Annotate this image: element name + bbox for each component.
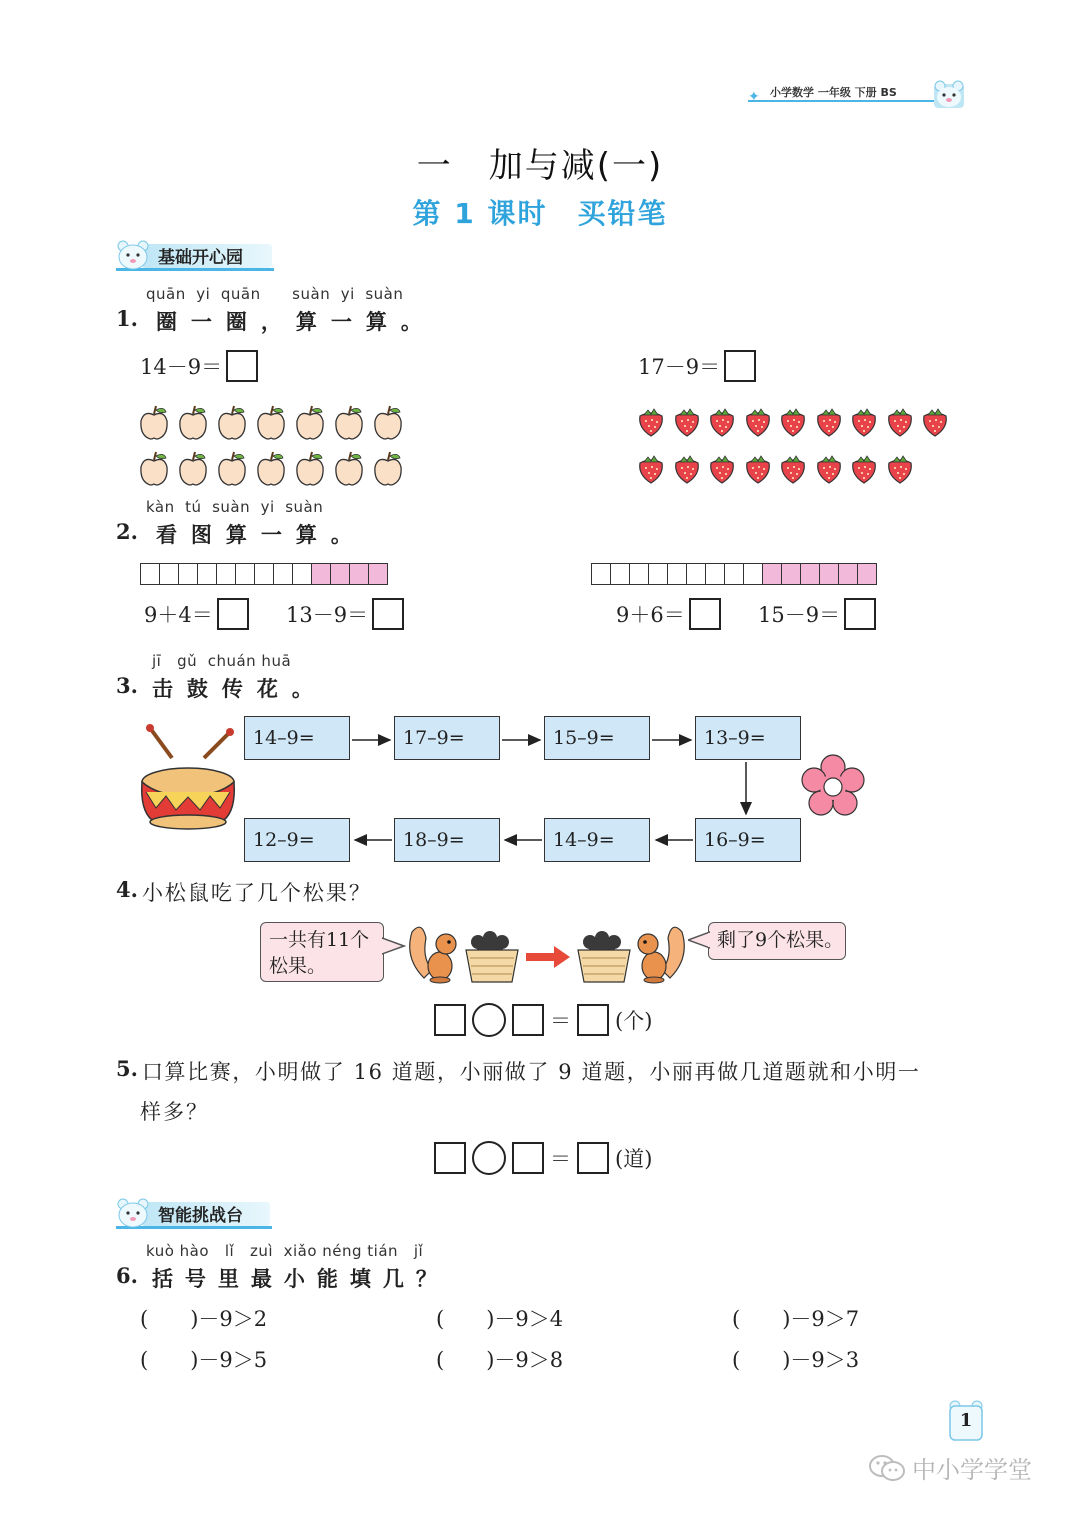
- q2-text: 看图算一算。: [155, 523, 366, 547]
- inequality-item[interactable]: ( )－9＞4: [436, 1307, 564, 1331]
- q5-text-line1: 口算比赛，小明做了 16 道题，小丽做了 9 道题，小丽再做几道题就和小明一: [141, 1060, 921, 1084]
- q3-text: 击鼓传花。: [151, 677, 327, 701]
- operator-circle[interactable]: [472, 1141, 506, 1175]
- section-challenge-label: 智能挑战台: [158, 1206, 243, 1226]
- inequality-item[interactable]: ( )－9＞8: [436, 1348, 564, 1372]
- operator-circle[interactable]: [472, 1003, 506, 1037]
- inequality-item[interactable]: ( )－9＞5: [140, 1348, 268, 1372]
- equation-text: 9＋6＝: [616, 603, 685, 627]
- q3-pinyin: jī gǔ chuán huā: [152, 652, 292, 670]
- lesson-title: 第 1 课时 买铅笔: [412, 197, 668, 230]
- book-title: 小学数学 一年级 下册 BS: [770, 86, 897, 99]
- q6-number: 6.: [116, 1263, 138, 1288]
- q5-answer-row: [434, 1141, 652, 1175]
- q6-pinyin: kuò hào lǐ zuì xiǎo néng tián jǐ: [146, 1242, 424, 1260]
- q3-number: 3.: [116, 673, 138, 698]
- bubble-line: 一共有11个: [269, 929, 370, 951]
- flower-icon: [800, 754, 866, 820]
- equation-text: 17－9＝: [638, 355, 721, 379]
- flow-box[interactable]: 16–9=: [695, 818, 801, 862]
- bubble-line: 松果。: [269, 955, 327, 977]
- answer-box[interactable]: [512, 1142, 544, 1174]
- section-basic-label: 基础开心园: [158, 248, 243, 268]
- unit-label: (道): [615, 1147, 653, 1171]
- answer-box[interactable]: [512, 1004, 544, 1036]
- q5-line1: [116, 1056, 921, 1086]
- equation-text: 9＋4＝: [144, 603, 213, 627]
- inequality-item[interactable]: ( )－9＞7: [732, 1307, 860, 1331]
- inequality-item[interactable]: ( )－9＞2: [140, 1307, 268, 1331]
- q2-pinyin: kàn tú suàn yi suàn: [146, 498, 324, 516]
- flow-box[interactable]: 13–9=: [695, 716, 801, 760]
- equation-text: 15－9＝: [758, 603, 841, 627]
- q6-heading: [116, 1263, 449, 1293]
- page-number: 1: [959, 1410, 973, 1431]
- bubble-tail: [382, 936, 406, 956]
- unit-title: 一 加与减(一): [416, 146, 664, 186]
- inequality-item[interactable]: ( )－9＞3: [732, 1348, 860, 1372]
- squirrel-icon: [404, 918, 462, 986]
- speech-bubble-right: 剩了9个松果。: [708, 922, 846, 960]
- answer-box[interactable]: [577, 1142, 609, 1174]
- flow-box[interactable]: 15–9=: [544, 716, 650, 760]
- q4-answer-row: [434, 1003, 652, 1037]
- equals-sign: ＝: [550, 1009, 571, 1033]
- section-challenge: [116, 1198, 276, 1228]
- arrow-right-icon: [526, 946, 570, 968]
- equation-text: 14－9＝: [140, 355, 223, 379]
- answer-box[interactable]: [577, 1004, 609, 1036]
- q2-number: 2.: [116, 519, 138, 544]
- flow-box[interactable]: 17–9=: [394, 716, 500, 760]
- answer-box[interactable]: [434, 1142, 466, 1174]
- bubble-tail: [688, 930, 710, 950]
- squirrel-icon: [632, 918, 690, 986]
- q4-text: 小松鼠吃了几个松果？: [141, 881, 372, 905]
- bear-face-icon: [116, 1198, 150, 1228]
- flow-box[interactable]: 18–9=: [394, 818, 500, 862]
- q1-number: 1.: [116, 306, 138, 331]
- q4-heading: [116, 877, 372, 907]
- q5-text-line2: 样多？: [140, 1100, 209, 1124]
- answer-box[interactable]: [434, 1004, 466, 1036]
- equals-sign: ＝: [550, 1147, 571, 1171]
- equation-text: 13－9＝: [286, 603, 369, 627]
- basket-icon: [462, 924, 522, 986]
- q4-number: 4.: [116, 877, 138, 902]
- q1-pinyin: quān yi quān suàn yi suàn: [146, 285, 404, 303]
- speech-bubble-left: [260, 922, 384, 982]
- flow-box[interactable]: 12–9=: [244, 818, 350, 862]
- star-icon: ✦: [748, 89, 760, 105]
- q5-number: 5.: [116, 1056, 138, 1081]
- watermark-text: 中小学学堂: [912, 1456, 1032, 1484]
- flow-box[interactable]: 14–9=: [544, 818, 650, 862]
- unit-label: (个): [615, 1009, 653, 1033]
- wechat-icon: [868, 1453, 906, 1483]
- basket-icon: [574, 924, 634, 986]
- flow-box[interactable]: 14–9=: [244, 716, 350, 760]
- watermark: [868, 1450, 1032, 1485]
- q6-text: 括号里最小能填几？: [151, 1267, 449, 1291]
- q1-text: 圈一圈，算一算。: [155, 310, 436, 334]
